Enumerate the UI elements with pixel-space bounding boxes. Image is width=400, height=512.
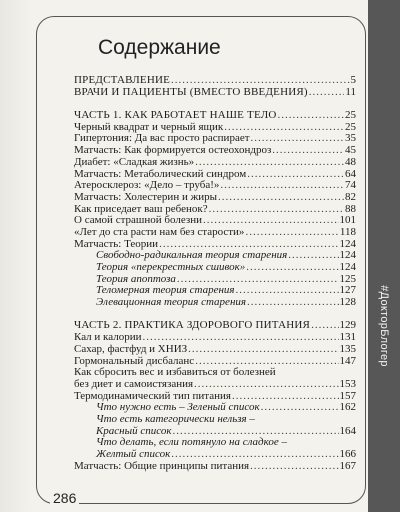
- toc-entry-title: Теория «перекрестных сшивок»: [96, 261, 246, 273]
- toc-entry-title: Красный список: [96, 424, 172, 437]
- toc-entry-page: 124: [339, 249, 356, 262]
- toc-entry-page: 124: [339, 237, 356, 250]
- toc-entry-page: 88: [345, 202, 356, 215]
- toc-entry-title: Матчасть: Как формируется остеохондроз: [74, 144, 272, 157]
- toc-entry-title: ЧАСТЬ 2. ПРАКТИКА ЗДОРОВОГО ПИТАНИЯ: [74, 319, 311, 332]
- toc-leader: [247, 169, 344, 181]
- toc-entry[interactable]: [74, 75, 356, 87]
- toc-entry-title: «Лет до ста расти нам без старости»: [74, 225, 245, 238]
- toc-entry-page: 11: [345, 85, 356, 98]
- toc-leader: [195, 157, 344, 169]
- toc-entry[interactable]: [74, 157, 356, 169]
- toc-subentry[interactable]: [74, 414, 356, 426]
- toc-entry[interactable]: [74, 344, 356, 356]
- toc-leader: [171, 449, 338, 461]
- toc-subentry[interactable]: [74, 297, 356, 309]
- toc-leader: [171, 75, 349, 87]
- toc-entry-title: Теломерная теория старения: [96, 284, 235, 297]
- toc-entry-page: 25: [345, 109, 356, 122]
- toc-leader: [245, 227, 338, 239]
- toc-leader: [250, 461, 338, 473]
- toc-leader: [209, 204, 344, 216]
- toc-entry-page: 118: [339, 225, 356, 238]
- toc-entry-page: 82: [345, 190, 356, 203]
- toc-entry-title: Что нужно есть – Зеленый список: [96, 401, 260, 414]
- toc-entry-title: Свободно-радикальная теория старения: [96, 249, 288, 262]
- toc-entry-title: Желтый список: [96, 448, 171, 460]
- toc-leader: [218, 192, 344, 204]
- toc-entry-page: 128: [339, 296, 356, 309]
- toc-entry-title: Термодинамический тип питания: [74, 389, 231, 402]
- toc-entry-page: 147: [339, 354, 356, 367]
- toc-entry-title: без диет и самоистязания: [74, 377, 194, 390]
- toc-entry[interactable]: [74, 110, 356, 122]
- toc-leader: [272, 145, 344, 157]
- toc-entry-page: 153: [339, 377, 356, 390]
- toc-leader: [288, 250, 338, 262]
- toc-entry-page: 45: [345, 144, 356, 157]
- toc-entry-title: Черный квадрат и черный ящик: [74, 120, 224, 133]
- toc-entry-page: 48: [345, 155, 356, 168]
- toc-leader: [247, 297, 338, 309]
- toc-entry-title: Как приседает ваш ребенок?: [74, 202, 208, 215]
- toc-leader: [278, 110, 344, 122]
- toc-leader: [220, 180, 344, 192]
- side-tab: [368, 0, 400, 512]
- toc-entry-title: Что делать, если потянуло на сладкое –: [96, 436, 287, 449]
- toc-entry-title: ВРАЧИ И ПАЦИЕНТЫ (ВМЕСТО ВВЕДЕНИЯ): [74, 85, 308, 98]
- toc-entry[interactable]: [74, 227, 356, 239]
- toc-entry-title: Гипертония: Да вас просто распирает: [74, 132, 250, 145]
- toc-leader: [246, 262, 338, 274]
- toc-entry-title: Матчасть: Теории: [74, 237, 159, 250]
- toc-entry-page: 74: [345, 179, 356, 192]
- toc-entry[interactable]: [74, 192, 356, 204]
- toc-entry-page: 5: [350, 74, 356, 86]
- toc-entry-title: Кал и калории: [74, 331, 142, 344]
- toc-entry-continued[interactable]: [74, 379, 356, 391]
- toc-entry[interactable]: [74, 461, 356, 473]
- toc-entry-title: Сахар, фастфуд и ХНИЗ: [74, 342, 188, 355]
- toc-leader: [194, 379, 338, 391]
- toc-subentry-continued[interactable]: [74, 449, 356, 461]
- toc-entry-page: 127: [339, 284, 356, 297]
- side-tab-label: #ДокторБлогер: [378, 285, 390, 367]
- toc-leader: [236, 285, 339, 297]
- toc-entry-title: Как сбросить вес и избавиться от болезней: [74, 366, 276, 379]
- toc-entry-title: ЧАСТЬ 1. КАК РАБОТАЕТ НАШЕ ТЕЛО: [74, 109, 277, 122]
- toc-leader: [309, 87, 345, 99]
- page-title: Содержание: [98, 36, 221, 59]
- toc-entry-page: 166: [339, 448, 356, 460]
- toc-entry-title: Атеросклероз: «Дело – труба!»: [74, 179, 220, 192]
- toc-entry-title: Матчасть: Холестерин и жиры: [74, 190, 217, 203]
- toc-entry-page: 162: [339, 401, 356, 414]
- toc-entry-page: 164: [339, 424, 356, 437]
- toc-leader: [311, 320, 338, 332]
- toc-subentry[interactable]: [74, 262, 356, 274]
- toc-entry-title: ПРЕДСТАВЛЕНИЕ: [74, 74, 171, 86]
- toc-entry-page: 157: [339, 389, 356, 402]
- toc-entry-title: Диабет: «Сладкая жизнь»: [74, 155, 195, 168]
- toc-entry-title: Теория апоптоза: [96, 272, 176, 285]
- page-number: 286: [50, 490, 79, 506]
- toc-entry-title: Элевационная теория старения: [96, 296, 247, 309]
- toc-entry-page: 167: [339, 459, 356, 472]
- table-of-contents: [74, 75, 356, 472]
- toc-entry-page: 135: [339, 342, 356, 355]
- toc-entry-page: 131: [339, 331, 356, 344]
- toc-entry-page: 124: [339, 261, 356, 273]
- toc-entry-title: Гормональный дисбаланс: [74, 354, 195, 367]
- toc-entry-page: 25: [345, 120, 356, 133]
- toc-leader: [188, 344, 338, 356]
- toc-entry-title: Матчасть: Общие принципы питания: [74, 459, 250, 472]
- toc-entry-page: 125: [339, 272, 356, 285]
- toc-entry-title: Матчасть: Метаболический синдром: [74, 167, 247, 180]
- toc-entry-page: 64: [345, 167, 356, 180]
- toc-entry-page: 35: [345, 132, 356, 145]
- toc-entry-page: 101: [339, 214, 356, 227]
- toc-entry[interactable]: [74, 87, 356, 99]
- toc-entry-title: О самой страшной болезни: [74, 214, 202, 227]
- toc-leader: [261, 402, 339, 414]
- toc-entry-page: 129: [339, 319, 356, 332]
- toc-entry-title: Что есть категорически нельзя –: [96, 412, 255, 425]
